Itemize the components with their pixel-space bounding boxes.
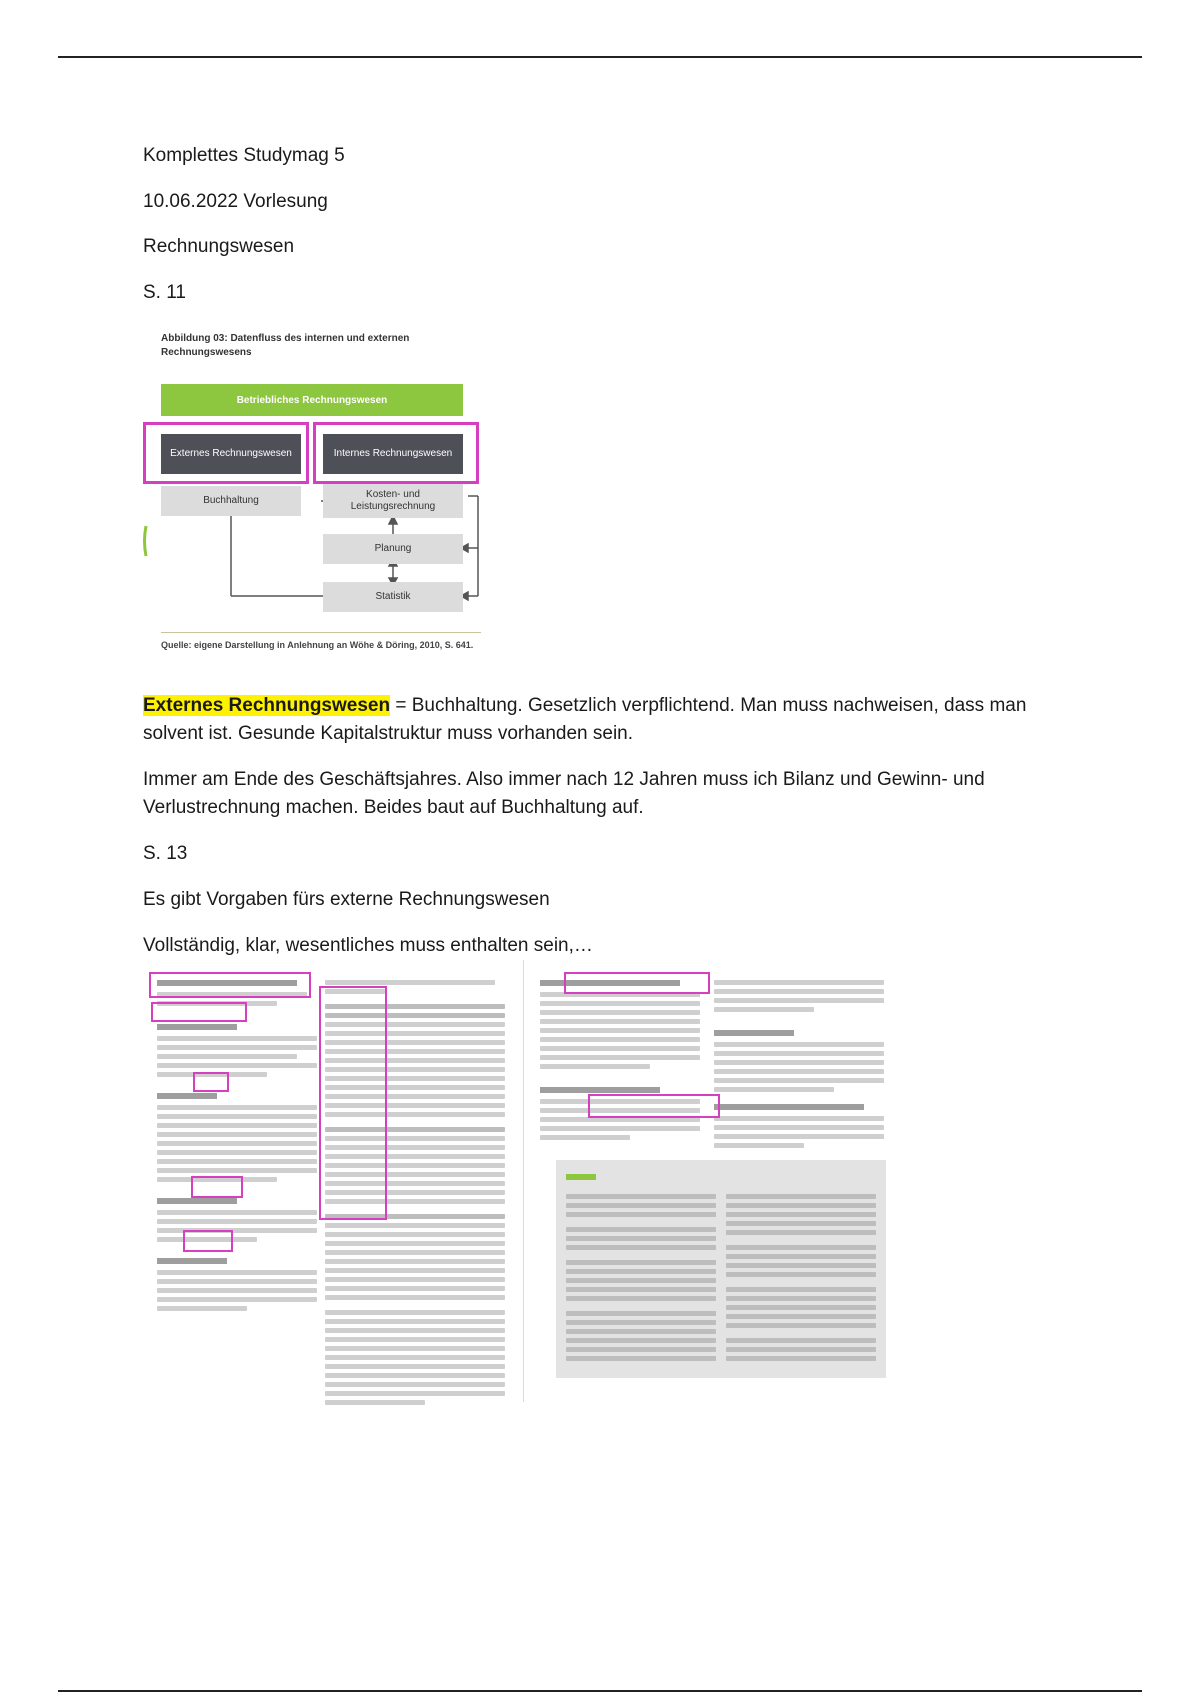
annotation-box bbox=[191, 1176, 243, 1198]
scan-left-column-1 bbox=[157, 980, 317, 1315]
scan-page-left bbox=[143, 960, 522, 1402]
footer-rule bbox=[58, 1690, 1142, 1692]
box-planung: Planung bbox=[323, 534, 463, 564]
annotation-box-external bbox=[143, 422, 309, 484]
box-externes-rechnungswesen: Externes Rechnungswesen bbox=[161, 434, 301, 474]
annotation-box bbox=[151, 1002, 247, 1022]
paragraph-block bbox=[143, 692, 1063, 960]
page-ref-2: S. 13 bbox=[143, 843, 188, 864]
annotation-box bbox=[193, 1072, 229, 1092]
annotation-box bbox=[319, 986, 387, 1220]
textbook-scan-figure bbox=[143, 960, 903, 1402]
highlight-term: Externes Rechnungswesen bbox=[143, 695, 391, 716]
doc-date: 10.06.2022 Vorlesung bbox=[143, 191, 328, 212]
box-statistik: Statistik bbox=[323, 582, 463, 612]
doc-topic: Rechnungswesen bbox=[143, 236, 295, 257]
figure-caption: Abbildung 03: Datenfluss des internen und externen Rechnungswesens bbox=[161, 333, 410, 358]
header-rule bbox=[58, 56, 1142, 58]
paragraph-1-text: = Buchhaltung. Gesetzlich verpflichtend. Man muss nachweisen, dass man solvent ist. Gesunde Kapitalstruktur muss vorhanden sein. bbox=[143, 695, 1027, 744]
annotation-box bbox=[564, 972, 710, 994]
box-buchhaltung: Buchhaltung bbox=[161, 486, 301, 516]
annotation-box bbox=[149, 972, 311, 998]
paragraph-4: Vollständig, klar, wesentliches muss enthalten sein,… bbox=[143, 935, 593, 956]
page-ref-1: S. 11 bbox=[143, 282, 186, 303]
annotation-box-internal bbox=[313, 422, 479, 484]
scan-right-column-1 bbox=[540, 980, 700, 1144]
box-kosten-leistungsrechnung: Kosten- und Leistungsrechnung bbox=[323, 484, 463, 518]
scan-right-column-2 bbox=[714, 980, 884, 1152]
paragraph-3: Es gibt Vorgaben fürs externe Rechnungswesen bbox=[143, 889, 550, 910]
scan-page-right bbox=[524, 960, 903, 1402]
flowchart-figure bbox=[143, 326, 523, 671]
box-internes-rechnungswesen: Internes Rechnungswesen bbox=[323, 434, 463, 474]
paragraph-external-accounting bbox=[143, 692, 1063, 748]
figure-source: Quelle: eigene Darstellung in Anlehnung an Wöhe & Döring, 2010, S. 641. bbox=[161, 632, 481, 651]
annotation-box bbox=[588, 1094, 720, 1118]
box-betriebliches-rechnungswesen: Betriebliches Rechnungswesen bbox=[161, 384, 463, 416]
doc-title: Komplettes Studymag 5 bbox=[143, 145, 345, 166]
paragraph-2: Immer am Ende des Geschäftsjahres. Also immer nach 12 Jahren muss ich Bilanz und Gewinn- und Verlustrechnung machen. Beides baut auf Buchhaltung auf. bbox=[143, 769, 985, 818]
scan-grey-infobox bbox=[556, 1160, 886, 1378]
document-body bbox=[143, 142, 1063, 307]
annotation-box bbox=[183, 1230, 233, 1252]
